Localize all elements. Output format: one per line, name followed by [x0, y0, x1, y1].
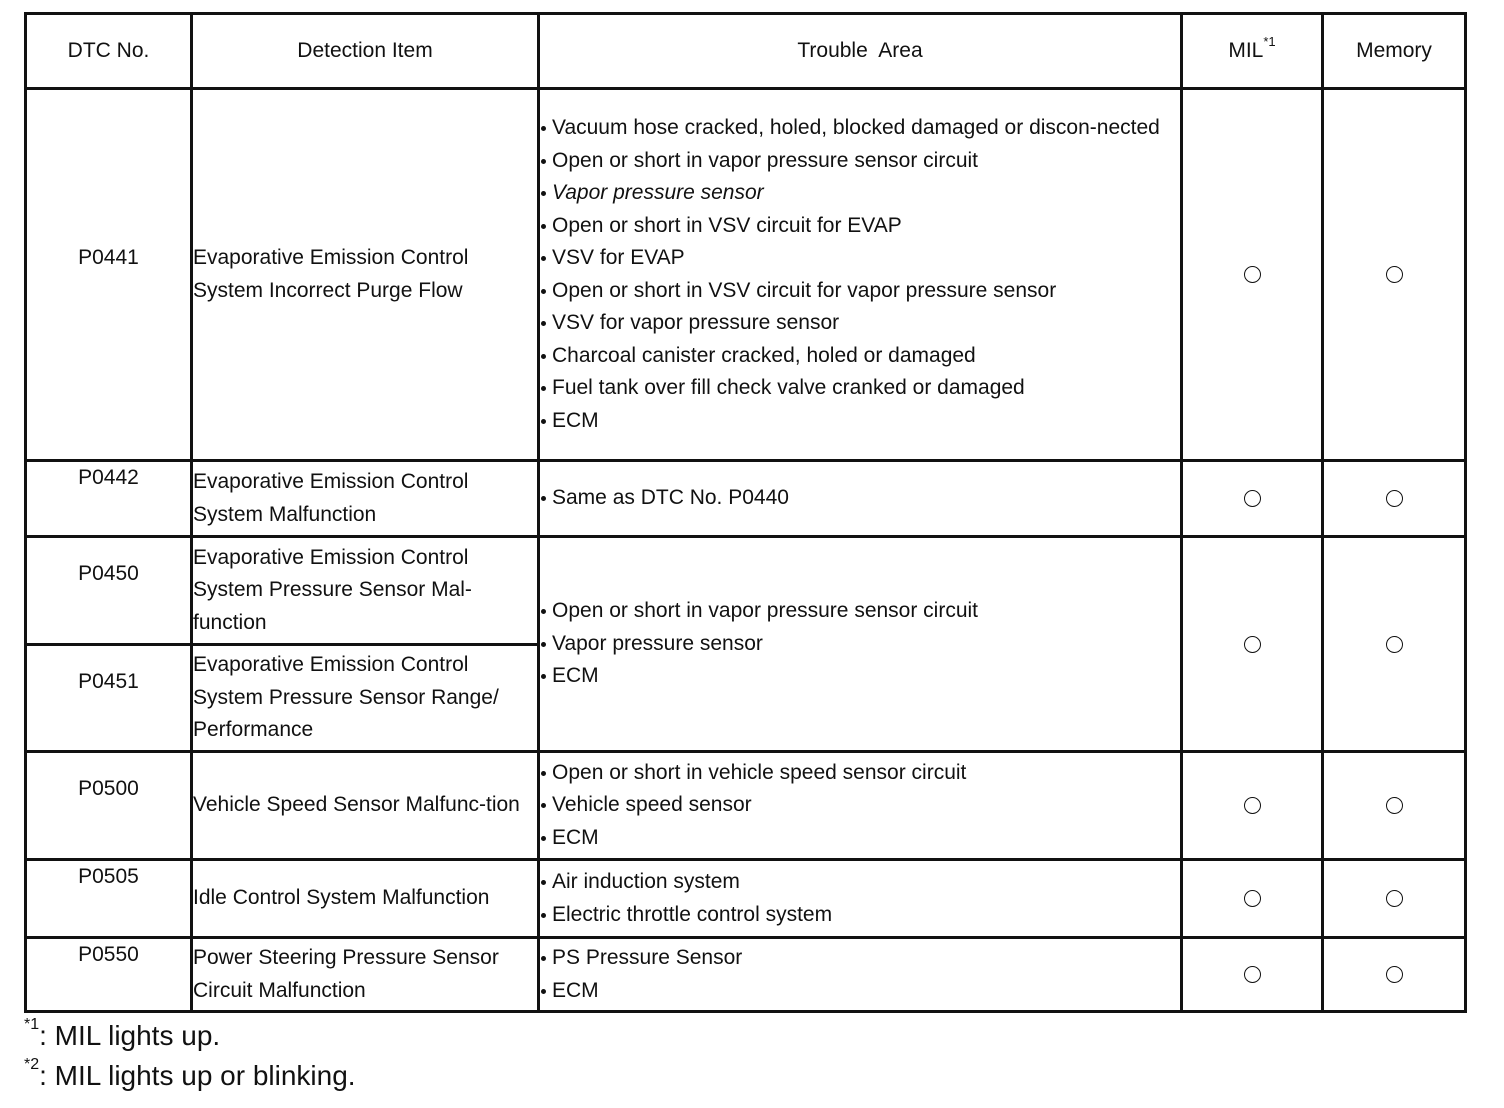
trouble-item: Open or short in vehicle speed sensor circuit [540, 757, 1180, 790]
footnote-text: : MIL lights up or blinking. [39, 1060, 356, 1091]
memory-cell [1323, 938, 1466, 1012]
trouble-item: Same as DTC No. P0440 [540, 482, 1180, 515]
detection-item: Evaporative Emission Control System Incorrect Purge Flow [192, 89, 539, 461]
memory-cell [1323, 752, 1466, 860]
mil-cell [1182, 860, 1323, 938]
circle-mark-icon [1386, 266, 1403, 283]
trouble-item: VSV for EVAP [540, 242, 1180, 275]
trouble-item: Open or short in VSV circuit for EVAP [540, 210, 1180, 243]
trouble-item: Air induction system [540, 866, 1180, 899]
trouble-list [540, 112, 1180, 437]
circle-mark-icon [1244, 266, 1261, 283]
header-row [26, 14, 1466, 89]
header-mil-label: MIL [1228, 38, 1264, 62]
trouble-item: Open or short in VSV circuit for vapor pressure sensor [540, 275, 1180, 308]
dtc-table [24, 12, 1467, 1013]
footnote-mark: *2 [24, 1055, 40, 1073]
trouble-item: Electric throttle control system [540, 899, 1180, 932]
dtc-code: P0500 [26, 752, 192, 860]
header-dtc-no: DTC No. [26, 14, 192, 89]
header-detection-item: Detection Item [192, 14, 539, 89]
footnote-text: : MIL lights up. [39, 1020, 221, 1051]
header-memory: Memory [1323, 14, 1466, 89]
trouble-area [539, 860, 1182, 938]
detection-item: Evaporative Emission Control System Pressure Sensor Mal-function [192, 537, 539, 645]
trouble-area [539, 537, 1182, 752]
trouble-item: ECM [540, 975, 1180, 1008]
mil-cell [1182, 89, 1323, 461]
circle-mark-icon [1386, 890, 1403, 907]
detection-item: Vehicle Speed Sensor Malfunc-tion [192, 752, 539, 860]
dtc-code: P0450 [26, 537, 192, 645]
trouble-item: Charcoal canister cracked, holed or damaged [540, 340, 1180, 373]
trouble-list [540, 942, 1180, 1007]
trouble-area [539, 89, 1182, 461]
trouble-list [540, 595, 1180, 693]
trouble-list [540, 482, 1180, 515]
trouble-item: Vapor pressure sensor [540, 628, 1180, 661]
table-row [26, 461, 1466, 537]
trouble-item: Open or short in vapor pressure sensor circuit [540, 145, 1180, 178]
trouble-item: Open or short in vapor pressure sensor circuit [540, 595, 1180, 628]
trouble-item: Vehicle speed sensor [540, 789, 1180, 822]
trouble-list [540, 866, 1180, 931]
detection-item: Evaporative Emission Control System Pressure Sensor Range/ Performance [192, 645, 539, 752]
table-row [26, 89, 1466, 461]
trouble-item: ECM [540, 405, 1180, 438]
header-mil [1182, 14, 1323, 89]
circle-mark-icon [1386, 797, 1403, 814]
trouble-area [539, 938, 1182, 1012]
circle-mark-icon [1244, 966, 1261, 983]
circle-mark-icon [1386, 490, 1403, 507]
footnote-mark: *1 [24, 1015, 40, 1033]
trouble-area [539, 461, 1182, 537]
trouble-item: VSV for vapor pressure sensor [540, 307, 1180, 340]
footnote [24, 1016, 356, 1056]
dtc-code: P0451 [26, 645, 192, 752]
dtc-code: P0441 [26, 89, 192, 461]
circle-mark-icon [1244, 890, 1261, 907]
memory-cell [1323, 89, 1466, 461]
memory-cell [1323, 461, 1466, 537]
detection-item: Power Steering Pressure Sensor Circuit Malfunction [192, 938, 539, 1012]
footnotes [24, 1016, 356, 1096]
table-row [26, 938, 1466, 1012]
trouble-item: Vapor pressure sensor [540, 177, 1180, 210]
header-mil-footnote-mark: *1 [1263, 33, 1276, 49]
memory-cell [1323, 537, 1466, 752]
circle-mark-icon [1244, 797, 1261, 814]
circle-mark-icon [1386, 636, 1403, 653]
circle-mark-icon [1244, 636, 1261, 653]
trouble-area [539, 752, 1182, 860]
memory-cell [1323, 860, 1466, 938]
trouble-item: Vacuum hose cracked, holed, blocked damaged or discon-nected [540, 112, 1180, 145]
table-row [26, 752, 1466, 860]
header-trouble-area: Trouble Area [539, 14, 1182, 89]
footnote [24, 1056, 356, 1096]
mil-cell [1182, 752, 1323, 860]
trouble-item: ECM [540, 822, 1180, 855]
dtc-code: P0550 [26, 938, 192, 1012]
dtc-code: P0442 [26, 461, 192, 537]
detection-item: Evaporative Emission Control System Malfunction [192, 461, 539, 537]
circle-mark-icon [1386, 966, 1403, 983]
trouble-item: PS Pressure Sensor [540, 942, 1180, 975]
mil-cell [1182, 461, 1323, 537]
detection-item: Idle Control System Malfunction [192, 860, 539, 938]
circle-mark-icon [1244, 490, 1261, 507]
table-row [26, 860, 1466, 938]
trouble-item: ECM [540, 660, 1180, 693]
table-row [26, 537, 1466, 645]
trouble-item: Fuel tank over fill check valve cranked or damaged [540, 372, 1180, 405]
dtc-code: P0505 [26, 860, 192, 938]
mil-cell [1182, 938, 1323, 1012]
mil-cell [1182, 537, 1323, 752]
trouble-list [540, 757, 1180, 855]
